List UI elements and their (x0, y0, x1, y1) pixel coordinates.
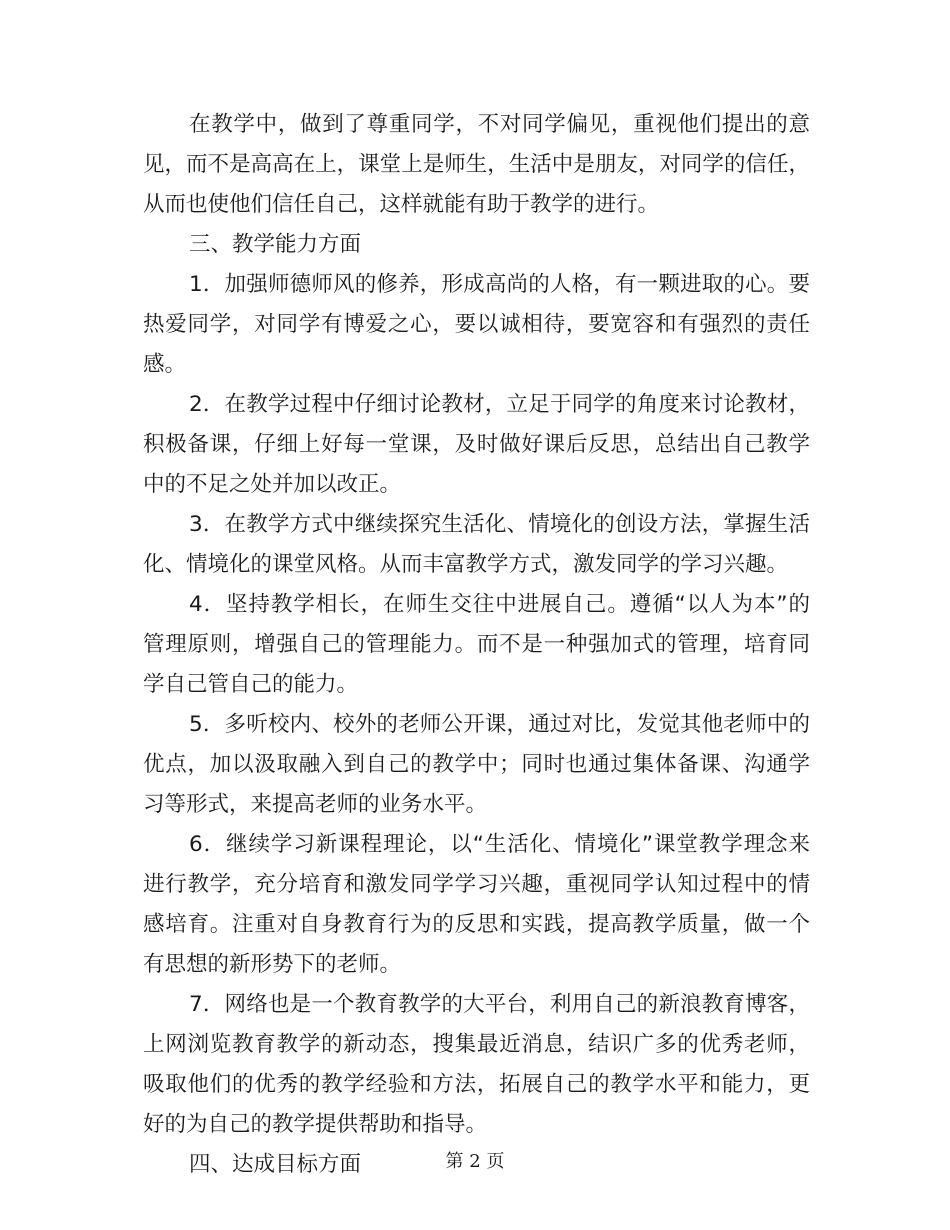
text-line: 热爱同学，对同学有博爱之心，要以诚相待，要宽容和有强烈的责任 (143, 312, 810, 337)
text-line: 5．多听校内、校外的老师公开课，通过对比，发觉其他老师中的 (189, 712, 810, 737)
text-line: 感。 (143, 352, 187, 377)
paragraph-item-3 (143, 505, 810, 585)
text-line: 7．网络也是一个教育教学的大平台，利用自己的新浪教育博客， (189, 992, 810, 1017)
document-body (143, 105, 810, 1185)
page-number: 第 2 页 (445, 1151, 505, 1172)
text-line: 习等形式，来提高老师的业务水平。 (143, 792, 488, 817)
text-line: 学自己管自己的能力。 (143, 672, 359, 697)
text-line: 上网浏览教育教学的新动态，搜集最近消息，结识广多的优秀老师， (143, 1032, 810, 1057)
text-line: 优点，加以汲取融入到自己的教学中；同时也通过集体备课、沟通学 (143, 752, 810, 777)
text-line: 从而也使他们信任自己，这样就能有助于教学的进行。 (143, 192, 660, 217)
text-line: 积极备课，仔细上好每一堂课，及时做好课后反思，总结出自己教学 (143, 432, 810, 457)
text-line: 进行教学，充分培育和激发同学学习兴趣，重视同学认知过程中的情 (143, 872, 810, 897)
paragraph-item-4 (143, 585, 810, 705)
paragraph-item-7 (143, 985, 810, 1145)
text-line: 管理原则，增强自己的管理能力。而不是一种强加式的管理，培育同 (143, 632, 810, 657)
text-line: 四、达成目标方面 (189, 1152, 362, 1177)
text-line: 吸取他们的优秀的教学经验和方法，拓展自己的教学水平和能力，更 (143, 1072, 810, 1097)
text-line: 4．坚持教学相长，在师生交往中进展自己。遵循“以人为本”的 (189, 592, 810, 617)
text-line: 三、教学能力方面 (189, 232, 362, 257)
text-line: 6．继续学习新课程理论，以“生活化、情境化”课堂教学理念来 (189, 832, 810, 857)
paragraph-item-6 (143, 825, 810, 985)
paragraph-heading-3 (143, 225, 810, 265)
text-line: 感培育。注重对自身教育行为的反思和实践，提高教学质量，做一个 (143, 912, 810, 937)
text-line: 3．在教学方式中继续探究生活化、情境化的创设方法，掌握生活 (189, 512, 810, 537)
text-line: 中的不足之处并加以改正。 (143, 472, 402, 497)
text-line: 在教学中，做到了尊重同学，不对同学偏见，重视他们提出的意 (189, 112, 810, 137)
text-line: 好的为自己的教学提供帮助和指导。 (143, 1112, 488, 1137)
text-line: 有思想的新形势下的老师。 (143, 952, 402, 977)
text-line: 化、情境化的课堂风格。从而丰富教学方式，激发同学的学习兴趣。 (143, 552, 789, 577)
text-line: 见，而不是高高在上，课堂上是师生，生活中是朋友，对同学的信任， (143, 152, 810, 177)
paragraph-item-5 (143, 705, 810, 825)
paragraph-item-1 (143, 265, 810, 385)
text-line: 2．在教学过程中仔细讨论教材，立足于同学的角度来讨论教材， (189, 392, 810, 417)
paragraph-item-2 (143, 385, 810, 505)
text-line: 1．加强师德师风的修养，形成高尚的人格，有一颗进取的心。要 (189, 272, 810, 297)
paragraph-intro (143, 105, 810, 225)
